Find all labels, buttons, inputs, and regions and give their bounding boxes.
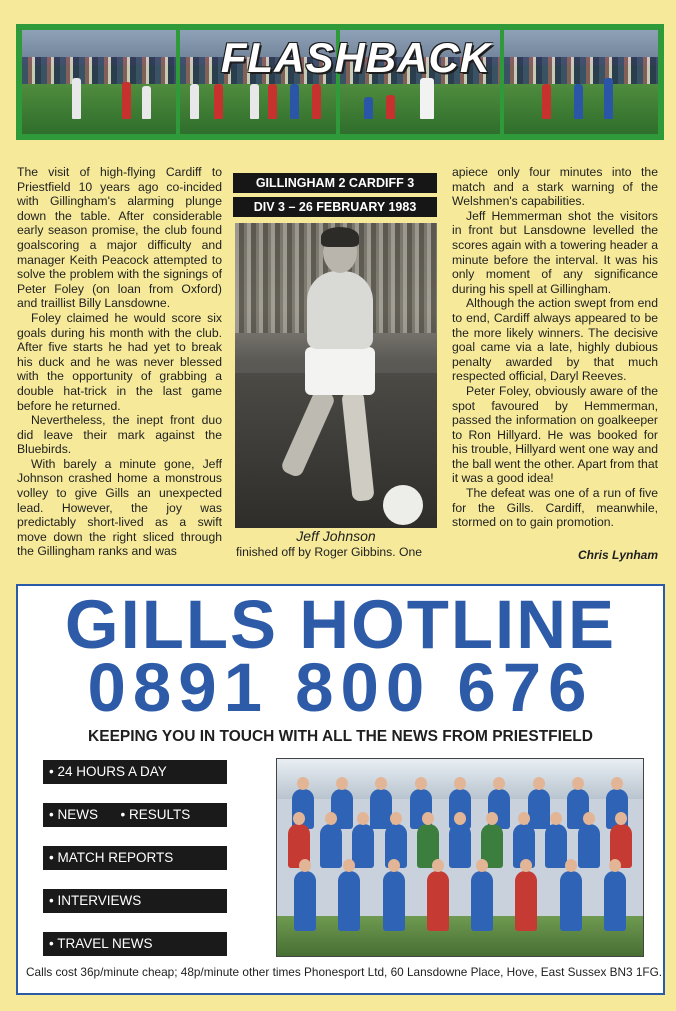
paragraph: Foley claimed he would score six goals during his month with the club. After five starts he had yet to break his duck and he was never blessed with the opportunity of grabbing a double hat-trick in the last game before he returned.	[17, 310, 222, 413]
hotline-tagline: KEEPING YOU IN TOUCH WITH ALL THE NEWS FROM PRIESTFIELD	[88, 728, 593, 745]
team-photo	[276, 758, 644, 957]
flashback-banner	[16, 24, 664, 140]
match-date-headline: DIV 3 – 26 FEBRUARY 1983	[233, 197, 437, 217]
paragraph: Although the action swept from end to end, Cardiff always appeared to be the more likely winners. The decisive goal came via a late, highly dubious penalty awarded by that much respected official, Daryl Reeves.	[452, 296, 658, 384]
paragraph: The visit of high-flying Cardiff to Priestfield 10 years ago co-incided with Gillingham's alarming plunge down the table. After considerable early season promise, the club found goalscoring a major difficulty and manager Keith Peacock attempted to solve the problem with the signings of Peter Foley (on loan from Oxford) and traillist Billy Lansdowne.	[17, 165, 222, 311]
author-byline: Chris Lynham	[577, 548, 658, 562]
service-item: • NEWS • RESULTS	[43, 803, 227, 827]
match-photo-4	[504, 30, 658, 134]
match-score-headline: GILLINGHAM 2 CARDIFF 3	[233, 173, 437, 193]
paragraph: apiece only four minutes into the match and a stark warning of the Welshmen's capabilities.	[452, 165, 658, 209]
service-item: • INTERVIEWS	[43, 889, 227, 913]
paragraph: The defeat was one of a run of five for the Gills. Cardiff, meanwhile, stormed on to gain promotion.	[452, 486, 658, 530]
service-item: • 24 HOURS A DAY	[43, 760, 227, 784]
article-column-1	[17, 165, 222, 559]
service-item: • MATCH REPORTS	[43, 846, 227, 870]
service-item: • TRAVEL NEWS	[43, 932, 227, 956]
hotline-number: 0891 800 676	[87, 649, 594, 726]
photo-caption: Jeff Johnson	[296, 528, 376, 544]
call-charges-footer: Calls cost 36p/minute cheap; 48p/minute other times Phonesport Ltd, 60 Lansdowne Place, Hove, East Sussex BN3 1FG.	[26, 965, 663, 979]
paragraph: Peter Foley, obviously aware of the spot favoured by Hemmerman, passed the information on goalkeeper to Ron Hillyard. He was booked for his trouble, Hillyard went one way and the ball went the other. Apart from that it was a good idea!	[452, 383, 658, 486]
paragraph: With barely a minute gone, Jeff Johnson crashed home a monstrous volley to give Gills an unexpected lead. However, the joy was predictably short-lived as a swift move down the right sliced through the Gillingham ranks and was	[17, 456, 222, 559]
gills-hotline-advert	[16, 584, 665, 995]
flashback-title: FLASHBACK	[220, 34, 492, 81]
paragraph: Jeff Hemmerman shot the visitors in front but Lansdowne levelled the scores again with a towering header a minute before the interval. It was his only moment of any significance during his spell at Gillingham.	[452, 208, 658, 296]
match-photo-1	[22, 30, 176, 134]
hotline-title: GILLS HOTLINE	[64, 586, 617, 663]
article-continuation: finished off by Roger Gibbins. One	[236, 545, 423, 559]
paragraph: Nevertheless, the inept front duo did leave their mark against the Bluebirds.	[17, 413, 222, 457]
article-column-3	[452, 165, 658, 530]
jeff-johnson-photo	[235, 223, 437, 528]
